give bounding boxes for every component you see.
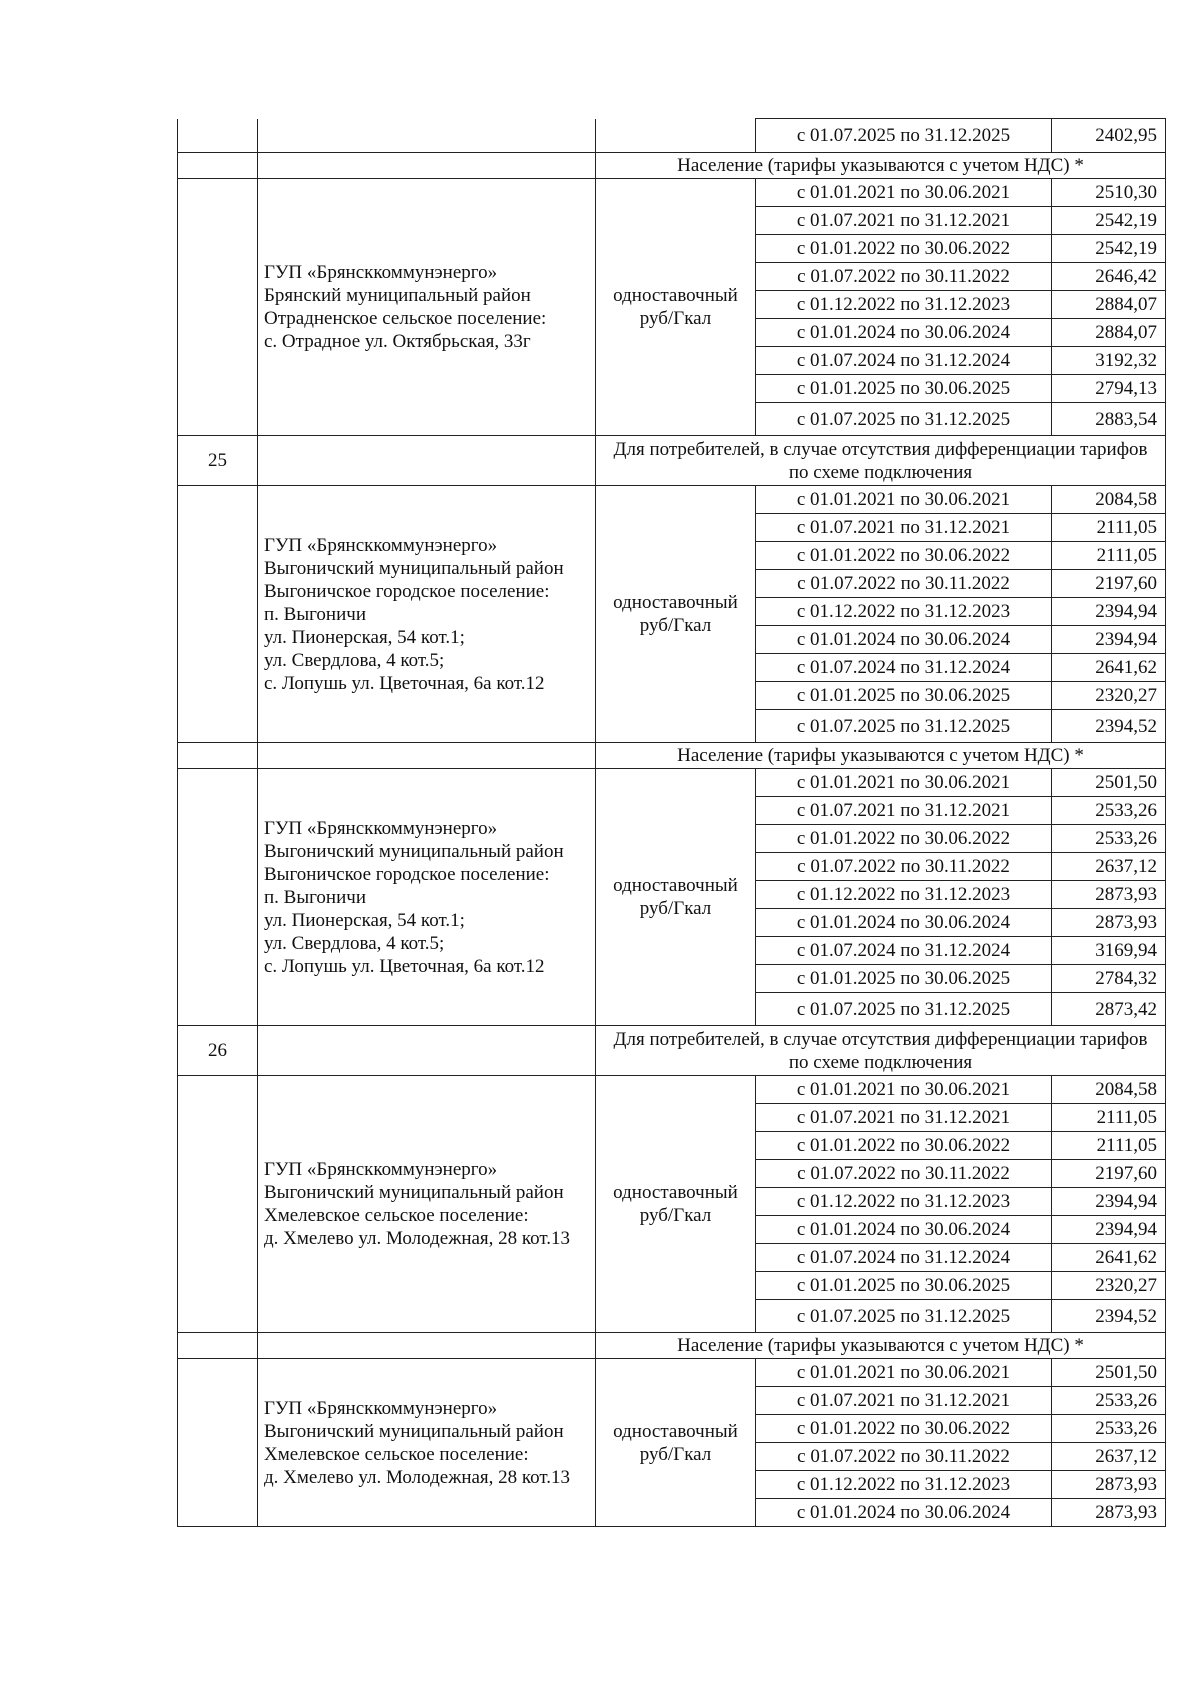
organization-line: д. Хмелево ул. Молодежная, 28 кот.13 <box>264 1466 571 1488</box>
tariff-type-line: одноставочный <box>613 1420 738 1442</box>
period-cell: с 01.07.2024 по 31.12.2024 <box>756 347 1052 375</box>
organization-line: п. Выгоничи <box>264 886 366 908</box>
period-cell: с 01.07.2021 по 31.12.2021 <box>756 797 1052 825</box>
section-header: Население (тарифы указываются с учетом НДС) * <box>596 1333 1166 1359</box>
tariff-value-cell: 2646,42 <box>1052 263 1166 291</box>
tariff-table <box>177 118 1166 1527</box>
tariff-table-body <box>178 119 1166 1527</box>
tariff-type-line: руб/Гкал <box>639 898 712 919</box>
organization-line: д. Хмелево ул. Молодежная, 28 кот.13 <box>264 1228 571 1249</box>
tariff-type-cell <box>596 769 756 1026</box>
period-cell: с 01.01.2022 по 30.06.2022 <box>756 1415 1052 1443</box>
tariff-value-cell: 2111,05 <box>1052 1104 1166 1132</box>
period-cell: с 01.01.2021 по 30.06.2021 <box>756 1076 1052 1104</box>
section-header-row <box>178 743 1166 769</box>
tariff-value-cell: 2394,94 <box>1052 598 1166 626</box>
period-cell: с 01.01.2022 по 30.06.2022 <box>756 1132 1052 1160</box>
tariff-value-cell: 2884,07 <box>1052 319 1166 347</box>
period-cell: с 01.01.2021 по 30.06.2021 <box>756 1359 1052 1387</box>
tariff-value-cell: 2197,60 <box>1052 1160 1166 1188</box>
tariff-value-cell: 2542,19 <box>1052 235 1166 263</box>
tariff-type-line: одноставочный <box>613 1182 738 1203</box>
organization-line: ГУП «Брянсккоммунэнерго» <box>264 534 498 556</box>
tariff-value-cell: 3192,32 <box>1052 347 1166 375</box>
tariff-type-cell <box>596 486 756 743</box>
period-cell: с 01.07.2021 по 31.12.2021 <box>756 514 1052 542</box>
tariff-value-cell: 2641,62 <box>1052 654 1166 682</box>
period-cell: с 01.07.2024 по 31.12.2024 <box>756 937 1052 965</box>
organization-line: Выгоничский муниципальный район <box>264 557 564 579</box>
organization-cell <box>258 486 596 743</box>
tariff-value-cell: 2394,94 <box>1052 626 1166 654</box>
number-cell <box>178 1076 258 1333</box>
number-cell <box>178 769 258 1026</box>
tariff-value-cell: 2641,62 <box>1052 1244 1166 1272</box>
table-row <box>178 769 1166 797</box>
organization-line: Выгоничское городское поселение: <box>264 580 550 602</box>
period-cell: с 01.07.2025 по 31.12.2025 <box>756 710 1052 743</box>
organization-line: Брянский муниципальный район <box>264 285 531 306</box>
organization-header-cell <box>258 436 596 486</box>
organization-line: Выгоничский муниципальный район <box>264 840 564 862</box>
period-cell: с 01.12.2022 по 31.12.2023 <box>756 881 1052 909</box>
tariff-value-cell: 2197,60 <box>1052 570 1166 598</box>
tariff-value-cell: 2873,93 <box>1052 1499 1166 1527</box>
tariff-value-cell: 2111,05 <box>1052 542 1166 570</box>
organization-header-cell <box>258 1026 596 1076</box>
period-cell: с 01.12.2022 по 31.12.2023 <box>756 291 1052 319</box>
period-cell: с 01.01.2025 по 30.06.2025 <box>756 1272 1052 1300</box>
tariff-type-line: одноставочный <box>613 875 738 896</box>
row-number: 25 <box>178 436 258 486</box>
tariff-value-cell: 2533,26 <box>1052 825 1166 853</box>
number-cell <box>178 179 258 436</box>
section-header-row <box>178 1026 1166 1076</box>
organization-line: с. Лопушь ул. Цветочная, 6а кот.12 <box>264 672 545 694</box>
tariff-value-cell: 2884,07 <box>1052 291 1166 319</box>
number-cell <box>178 486 258 743</box>
organization-line: ГУП «Брянсккоммунэнерго» <box>264 262 498 283</box>
tariff-type-cell <box>596 1076 756 1333</box>
period-cell: с 01.12.2022 по 31.12.2023 <box>756 598 1052 626</box>
tariff-value-cell: 2320,27 <box>1052 682 1166 710</box>
tariff-value-cell: 2510,30 <box>1052 179 1166 207</box>
tariff-value-cell: 2637,12 <box>1052 853 1166 881</box>
tariff-value-cell: 2637,12 <box>1052 1443 1166 1471</box>
organization-line: п. Выгоничи <box>264 603 366 625</box>
period-cell: с 01.07.2022 по 30.11.2022 <box>756 263 1052 291</box>
tariff-type-line: руб/Гкал <box>639 1443 712 1465</box>
tariff-value-cell: 2533,26 <box>1052 1387 1166 1415</box>
period-cell: с 01.01.2022 по 30.06.2022 <box>756 542 1052 570</box>
tariff-value-cell: 2873,42 <box>1052 993 1166 1026</box>
tariff-type-line: одноставочный <box>613 592 738 613</box>
number-cell <box>178 1359 258 1527</box>
tariff-type-cell <box>596 119 756 153</box>
organization-cell <box>258 179 596 436</box>
period-cell: с 01.01.2024 по 30.06.2024 <box>756 1499 1052 1527</box>
tariff-type-cell <box>596 179 756 436</box>
period-cell: с 01.01.2025 по 30.06.2025 <box>756 682 1052 710</box>
period-cell: с 01.07.2021 по 31.12.2021 <box>756 1104 1052 1132</box>
organization-cell <box>258 1076 596 1333</box>
period-cell: с 01.01.2021 по 30.06.2021 <box>756 179 1052 207</box>
organization-line: ул. Свердлова, 4 кот.5; <box>264 932 445 954</box>
section-header: Население (тарифы указываются с учетом НДС) * <box>596 153 1166 179</box>
organization-line: ул. Свердлова, 4 кот.5; <box>264 649 445 671</box>
row-number: 26 <box>178 1026 258 1076</box>
tariff-type-line: руб/Гкал <box>639 615 712 636</box>
period-cell: с 01.01.2021 по 30.06.2021 <box>756 769 1052 797</box>
tariff-value-cell: 2394,52 <box>1052 710 1166 743</box>
table-row <box>178 179 1166 207</box>
section-header: Для потребителей, в случае отсутствия дифференциации тарифов по схеме подключения <box>596 1026 1166 1076</box>
tariff-value-cell: 2501,50 <box>1052 1359 1166 1387</box>
period-cell: с 01.01.2024 по 30.06.2024 <box>756 1216 1052 1244</box>
tariff-value-cell: 2533,26 <box>1052 1415 1166 1443</box>
period-cell: с 01.01.2022 по 30.06.2022 <box>756 825 1052 853</box>
organization-cell <box>258 769 596 1026</box>
period-cell: с 01.07.2021 по 31.12.2021 <box>756 207 1052 235</box>
table-row <box>178 1359 1166 1387</box>
tariff-value-cell: 2394,94 <box>1052 1216 1166 1244</box>
organization-header-cell <box>258 743 596 769</box>
organization-line: с. Отрадное ул. Октябрьская, 33г <box>264 331 531 352</box>
organization-cell <box>258 1359 596 1527</box>
number-cell <box>178 119 258 153</box>
period-cell: с 01.01.2025 по 30.06.2025 <box>756 375 1052 403</box>
section-header-row <box>178 1333 1166 1359</box>
tariff-value-cell: 2784,32 <box>1052 965 1166 993</box>
period-cell: с 01.07.2022 по 30.11.2022 <box>756 1443 1052 1471</box>
tariff-value-cell: 2873,93 <box>1052 881 1166 909</box>
tariff-value-cell: 2501,50 <box>1052 769 1166 797</box>
tariff-value-cell: 2873,93 <box>1052 1471 1166 1499</box>
tariff-value-cell: 3169,94 <box>1052 937 1166 965</box>
tariff-value-cell: 2794,13 <box>1052 375 1166 403</box>
organization-line: ГУП «Брянсккоммунэнерго» <box>264 817 498 839</box>
section-header: Население (тарифы указываются с учетом НДС) * <box>596 743 1166 769</box>
table-row <box>178 486 1166 514</box>
organization-line: Выгоничское городское поселение: <box>264 863 550 885</box>
organization-line: с. Лопушь ул. Цветочная, 6а кот.12 <box>264 955 545 977</box>
tariff-value-cell: 2394,52 <box>1052 1300 1166 1333</box>
period-cell: с 01.07.2022 по 30.11.2022 <box>756 1160 1052 1188</box>
organization-line: Выгоничский муниципальный район <box>264 1420 564 1442</box>
tariff-value-cell: 2542,19 <box>1052 207 1166 235</box>
period-cell: с 01.01.2025 по 30.06.2025 <box>756 965 1052 993</box>
organization-line: Отрадненское сельское поселение: <box>264 308 547 329</box>
table-row <box>178 1076 1166 1104</box>
period-cell: с 01.12.2022 по 31.12.2023 <box>756 1188 1052 1216</box>
period-cell: с 01.01.2024 по 30.06.2024 <box>756 319 1052 347</box>
period-cell: с 01.01.2021 по 30.06.2021 <box>756 486 1052 514</box>
period-cell: с 01.07.2024 по 31.12.2024 <box>756 1244 1052 1272</box>
period-cell: с 01.07.2025 по 31.12.2025 <box>756 993 1052 1026</box>
tariff-value-cell: 2394,94 <box>1052 1188 1166 1216</box>
tariff-type-cell <box>596 1359 756 1527</box>
tariff-value-cell: 2402,95 <box>1052 119 1166 153</box>
row-number <box>178 1333 258 1359</box>
organization-header-cell <box>258 1333 596 1359</box>
organization-header-cell <box>258 153 596 179</box>
period-cell: с 01.07.2025 по 31.12.2025 <box>756 1300 1052 1333</box>
period-cell: с 01.07.2024 по 31.12.2024 <box>756 654 1052 682</box>
tariff-table-page <box>177 118 1165 1527</box>
tariff-value-cell: 2084,58 <box>1052 1076 1166 1104</box>
organization-line: ГУП «Брянсккоммунэнерго» <box>264 1159 498 1180</box>
organization-line: ГУП «Брянсккоммунэнерго» <box>264 1397 498 1419</box>
tariff-value-cell: 2084,58 <box>1052 486 1166 514</box>
period-cell: с 01.01.2022 по 30.06.2022 <box>756 235 1052 263</box>
period-cell: с 01.12.2022 по 31.12.2023 <box>756 1471 1052 1499</box>
tariff-value-cell: 2873,93 <box>1052 909 1166 937</box>
row-number <box>178 743 258 769</box>
section-header-row <box>178 153 1166 179</box>
row-number <box>178 153 258 179</box>
section-header-row <box>178 436 1166 486</box>
tariff-value-cell: 2320,27 <box>1052 1272 1166 1300</box>
period-cell: с 01.07.2025 по 31.12.2025 <box>756 403 1052 436</box>
tariff-type-line: одноставочный <box>613 285 738 306</box>
organization-line: Хмелевское сельское поселение: <box>264 1443 529 1465</box>
organization-line: Выгоничский муниципальный район <box>264 1182 564 1203</box>
period-cell: с 01.07.2025 по 31.12.2025 <box>756 119 1052 153</box>
tariff-type-line: руб/Гкал <box>639 1205 712 1226</box>
period-cell: с 01.07.2022 по 30.11.2022 <box>756 853 1052 881</box>
tariff-value-cell: 2111,05 <box>1052 1132 1166 1160</box>
tariff-value-cell: 2533,26 <box>1052 797 1166 825</box>
tariff-type-line: руб/Гкал <box>639 308 712 329</box>
section-header: Для потребителей, в случае отсутствия дифференциации тарифов по схеме подключения <box>596 436 1166 486</box>
period-cell: с 01.07.2021 по 31.12.2021 <box>756 1387 1052 1415</box>
organization-cell <box>258 119 596 153</box>
tariff-value-cell: 2111,05 <box>1052 514 1166 542</box>
period-cell: с 01.01.2024 по 30.06.2024 <box>756 909 1052 937</box>
organization-line: ул. Пионерская, 54 кот.1; <box>264 909 465 931</box>
organization-line: Хмелевское сельское поселение: <box>264 1205 529 1226</box>
organization-line: ул. Пионерская, 54 кот.1; <box>264 626 465 648</box>
tariff-value-cell: 2883,54 <box>1052 403 1166 436</box>
period-cell: с 01.01.2024 по 30.06.2024 <box>756 626 1052 654</box>
table-row <box>178 119 1166 153</box>
period-cell: с 01.07.2022 по 30.11.2022 <box>756 570 1052 598</box>
